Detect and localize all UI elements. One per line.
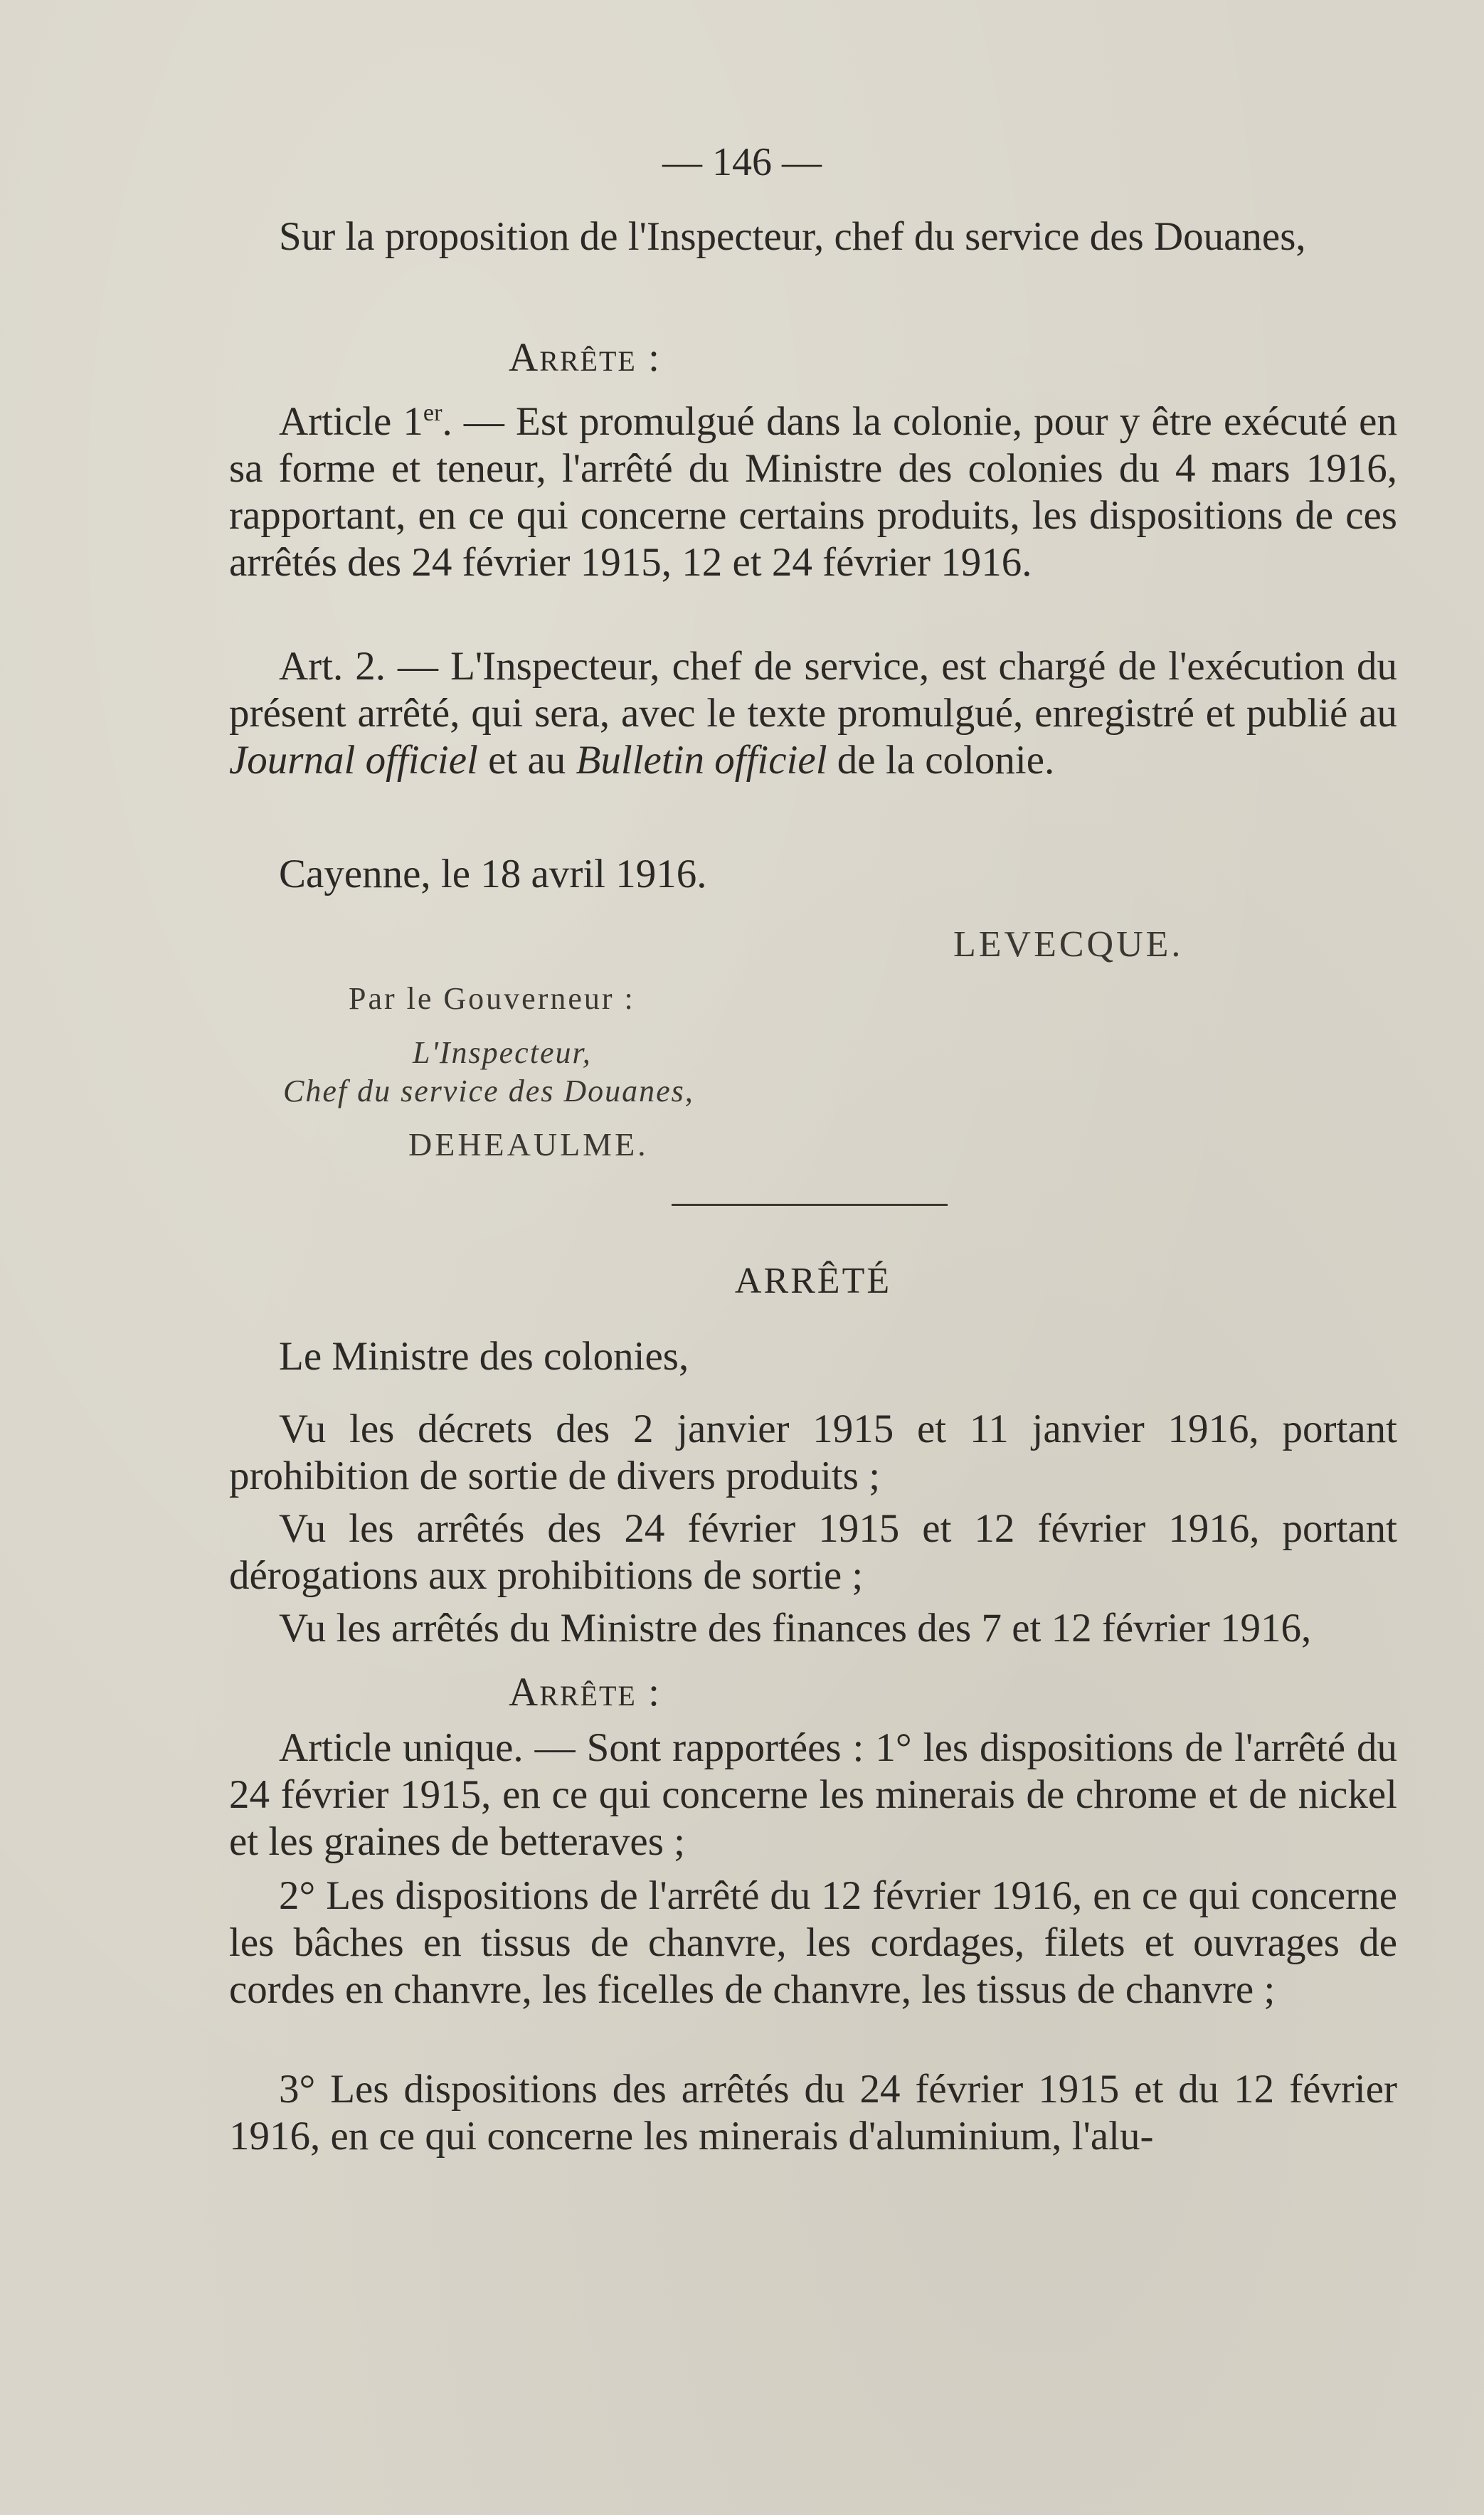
minister-line xyxy=(229,1333,1397,1380)
article-1 xyxy=(229,398,1397,586)
intro-paragraph xyxy=(229,213,1397,260)
section-divider xyxy=(672,1204,948,1206)
article-1-lead: Article 1 xyxy=(279,399,423,444)
article-2-text xyxy=(229,643,1397,784)
article-1-text xyxy=(229,398,1397,586)
page-number: — 146 — xyxy=(662,140,822,184)
arrete-heading-2 xyxy=(229,1256,1397,1305)
intro-text: Sur la proposition de l'Inspecteur, chef du service des Douanes, xyxy=(279,214,1306,259)
bulletin-officiel: Bulletin officiel xyxy=(576,738,827,783)
article-1-sup: er xyxy=(423,400,442,426)
arrete-heading-3-text: Arrête : xyxy=(509,1670,661,1715)
vu-paragraph-2 xyxy=(229,1505,1397,1599)
article-1-body: . — Est promulgué dans la colonie, pour y être exécuté en sa forme et teneur, l'arrêté du Ministre des colonies du 4 mars 1916, rapportant, en ce qui concerne certains produits, les dispositions de ces arrêtés des 24 février 1915, 12 et 24 février 1916. xyxy=(229,399,1397,585)
arrete-heading-1 xyxy=(229,334,940,381)
vu-text-3: Vu les arrêtés du Ministre des finances des 7 et 12 février 1916, xyxy=(279,1606,1312,1651)
article-2-part-b: et au xyxy=(477,738,576,783)
par-le-gouverneur: Par le Gouverneur : xyxy=(349,981,635,1016)
point-3 xyxy=(229,2066,1397,2160)
point-2-text: 2° Les dispositions de l'arrêté du 12 février 1916, en ce qui concerne les bâches en tissus de chanvre, les cordages, filets et ouvrages de cordes en chanvre, les ficelles de chanvre, les tissus de chanvre ; xyxy=(229,1873,1397,2012)
date-place-text: Cayenne, le 18 avril 1916. xyxy=(279,852,707,896)
point-2 xyxy=(229,1873,1397,2013)
article-2-part-a: Art. 2. — L'Inspecteur, chef de service, est chargé de l'exécution du présent arrêté, qui sera, avec le texte promulgué, enregistré et publié au xyxy=(229,644,1397,736)
arrete-heading-2-text: ARRÊTÉ xyxy=(734,1261,892,1301)
point-3-text: 3° Les dispositions des arrêtés du 24 février 1915 et du 12 février 1916, en ce qui concerne les minerais d'aluminium, l'alu- xyxy=(229,2067,1397,2159)
article-unique xyxy=(229,1725,1397,1865)
signature-governor: LEVECQUE. xyxy=(953,924,1184,965)
article-2-part-c: de la colonie. xyxy=(827,738,1055,783)
inspecteur-title-2: Chef du service des Douanes, xyxy=(283,1074,694,1108)
inspecteur-title-1: L'Inspecteur, xyxy=(413,1035,592,1070)
date-place xyxy=(229,851,1397,898)
vu-text-2: Vu les arrêtés des 24 février 1915 et 12 février 1916, portant dérogations aux prohibitions de sortie ; xyxy=(229,1506,1397,1598)
vu-paragraph-3 xyxy=(229,1605,1397,1652)
signature-inspecteur: DEHEAULME. xyxy=(408,1126,649,1163)
article-unique-text: Article unique. — Sont rapportées : 1° les dispositions de l'arrêté du 24 février 1915, en ce qui concerne les minerais de chrome et de nickel et les graines de betteraves ; xyxy=(229,1725,1397,1864)
arrete-heading-1-text: Arrête : xyxy=(509,335,661,380)
article-2 xyxy=(229,643,1397,784)
vu-text-1: Vu les décrets des 2 janvier 1915 et 11 janvier 1916, portant prohibition de sortie de divers produits ; xyxy=(229,1407,1397,1498)
vu-paragraph-1 xyxy=(229,1406,1397,1500)
minister-text: Le Ministre des colonies, xyxy=(279,1334,689,1379)
journal-officiel: Journal officiel xyxy=(229,738,478,783)
arrete-heading-3 xyxy=(229,1669,940,1716)
